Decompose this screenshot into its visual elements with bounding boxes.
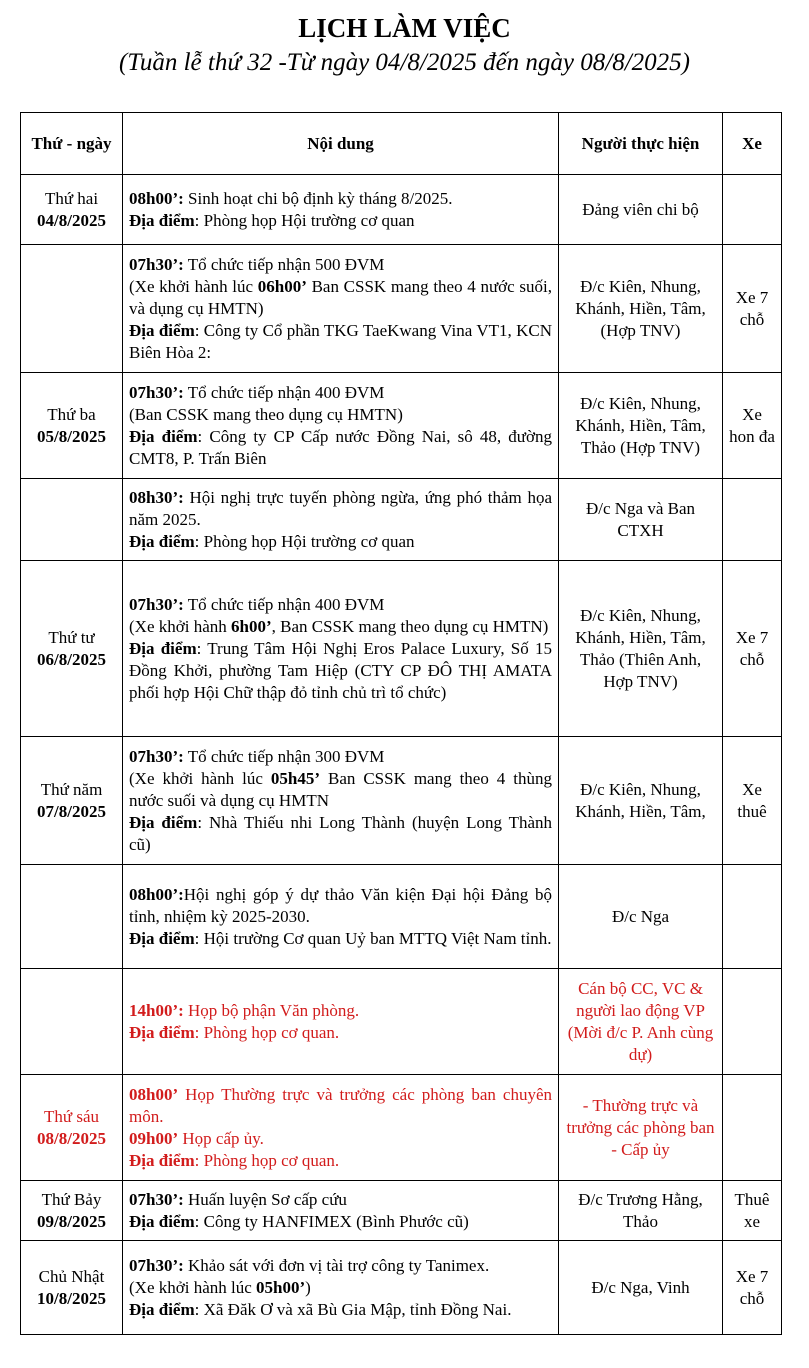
car-cell: Xe 7 chỗ bbox=[723, 561, 782, 737]
person-cell: - Thường trực và trưởng các phòng ban - Cấp ủy bbox=[559, 1075, 723, 1181]
line-text: Ban CSSK mang theo 4 nước suối, và dụng cụ HMTN) bbox=[129, 276, 552, 318]
table-row bbox=[21, 737, 782, 865]
content-line bbox=[129, 928, 552, 950]
line-label: Địa điểm bbox=[129, 812, 198, 832]
line-text: (Ban CSSK mang theo dụng cụ HMTN) bbox=[129, 404, 403, 424]
line-label: Địa điểm bbox=[129, 1211, 195, 1231]
content-line bbox=[129, 487, 552, 531]
table-row bbox=[21, 175, 782, 245]
content-cell bbox=[123, 1181, 559, 1241]
line-label: 05h45’ bbox=[270, 768, 321, 788]
line-label: 07h30’: bbox=[129, 746, 184, 766]
content-cell bbox=[123, 561, 559, 737]
person-cell: Đ/c Trương Hằng, Thảo bbox=[559, 1181, 723, 1241]
line-label: Địa điểm bbox=[129, 1299, 195, 1319]
content-line bbox=[129, 812, 552, 856]
day-date: 05/8/2025 bbox=[37, 426, 106, 446]
person-cell: Đ/c Kiên, Nhung, Khánh, Hiền, Tâm, (Hợp TNV) bbox=[559, 245, 723, 373]
line-text: : Công ty Cổ phần TKG TaeKwang Vina VT1, KCN Biên Hòa 2: bbox=[129, 320, 552, 362]
content-line bbox=[129, 276, 552, 320]
person-cell: Đ/c Kiên, Nhung, Khánh, Hiền, Tâm, bbox=[559, 737, 723, 865]
table-row bbox=[21, 561, 782, 737]
content-line bbox=[129, 746, 552, 768]
car-cell: Xe thuê bbox=[723, 737, 782, 865]
content-cell bbox=[123, 969, 559, 1075]
line-label: Địa điểm bbox=[129, 638, 197, 658]
car-cell: Xe 7 chỗ bbox=[723, 245, 782, 373]
day-date: 07/8/2025 bbox=[37, 801, 106, 821]
header-car: Xe bbox=[723, 113, 782, 175]
content-cell bbox=[123, 479, 559, 561]
car-cell bbox=[723, 969, 782, 1075]
person-cell: Đ/c Nga bbox=[559, 865, 723, 969]
table-row bbox=[21, 969, 782, 1075]
line-text: : Trung Tâm Hội Nghị Eros Palace Luxury, Số 15 Đồng Khởi, phường Tam Hiệp (CTY CP ĐÔ THỊ AMATA phối hợp Hội Chữ thập đỏ tỉnh chủ trì tổ chức) bbox=[129, 638, 552, 702]
header-day: Thứ - ngày bbox=[21, 113, 123, 175]
day-name: Chủ Nhật bbox=[38, 1266, 105, 1286]
car-cell bbox=[723, 175, 782, 245]
content-line bbox=[129, 1022, 552, 1044]
car-cell bbox=[723, 865, 782, 969]
line-label: Địa điểm bbox=[129, 426, 198, 446]
line-label: Địa điểm bbox=[129, 320, 195, 340]
content-line bbox=[129, 1189, 552, 1211]
header-content: Nội dung bbox=[123, 113, 559, 175]
line-label: 07h30’: bbox=[129, 254, 184, 274]
day-cell bbox=[21, 1181, 123, 1241]
person-cell: Đ/c Kiên, Nhung, Khánh, Hiền, Tâm, Thảo (Hợp TNV) bbox=[559, 373, 723, 479]
table-row bbox=[21, 1075, 782, 1181]
line-label: Địa điểm bbox=[129, 1022, 195, 1042]
line-label: Địa điểm bbox=[129, 1150, 195, 1170]
day-cell bbox=[21, 969, 123, 1075]
line-label: 07h30’: bbox=[129, 594, 184, 614]
content-cell bbox=[123, 865, 559, 969]
line-text: Tổ chức tiếp nhận 500 ĐVM bbox=[183, 254, 385, 274]
day-name: Thứ hai bbox=[44, 188, 99, 208]
line-label: 07h30’: bbox=[129, 1255, 184, 1275]
line-label: 08h30’: bbox=[129, 487, 184, 507]
content-line bbox=[129, 188, 552, 210]
line-prefix: (Xe khởi hành bbox=[129, 616, 231, 636]
car-cell: Thuê xe bbox=[723, 1181, 782, 1241]
content-line bbox=[129, 768, 552, 812]
line-text: Tổ chức tiếp nhận 400 ĐVM bbox=[183, 594, 385, 614]
line-text: : Phòng họp cơ quan. bbox=[194, 1022, 340, 1042]
day-date: 04/8/2025 bbox=[37, 210, 106, 230]
day-cell bbox=[21, 373, 123, 479]
content-line bbox=[129, 1150, 552, 1172]
line-text: : Hội trường Cơ quan Uỷ ban MTTQ Việt Nam tỉnh. bbox=[194, 928, 552, 948]
schedule-table bbox=[20, 112, 782, 1335]
table-row bbox=[21, 1241, 782, 1335]
line-label: 05h00’ bbox=[256, 1277, 306, 1297]
line-text: Tổ chức tiếp nhận 300 ĐVM bbox=[183, 746, 385, 766]
table-row bbox=[21, 245, 782, 373]
line-label: 08h00’ bbox=[129, 1084, 179, 1104]
line-prefix: (Xe khởi hành lúc bbox=[129, 768, 271, 788]
page-title: LỊCH LÀM VIỆC bbox=[298, 13, 511, 43]
content-line bbox=[129, 531, 552, 553]
car-cell: Xe hon đa bbox=[723, 373, 782, 479]
line-text: Họp Thường trực và trưởng các phòng ban chuyên môn. bbox=[129, 1084, 552, 1126]
line-label: 08h00’: bbox=[129, 884, 184, 904]
line-label: 6h00’ bbox=[231, 616, 272, 636]
content-cell bbox=[123, 175, 559, 245]
content-line bbox=[129, 210, 552, 232]
line-text: : Nhà Thiếu nhi Long Thành (huyện Long Thành cũ) bbox=[129, 812, 552, 854]
day-cell bbox=[21, 1241, 123, 1335]
car-cell bbox=[723, 479, 782, 561]
day-cell bbox=[21, 865, 123, 969]
line-text: Hội nghị góp ý dự thảo Văn kiện Đại hội Đảng bộ tỉnh, nhiệm kỳ 2025-2030. bbox=[129, 884, 552, 926]
day-date: 09/8/2025 bbox=[37, 1211, 106, 1231]
day-cell bbox=[21, 1075, 123, 1181]
table-row bbox=[21, 479, 782, 561]
line-text: : Phòng họp Hội trường cơ quan bbox=[194, 210, 415, 230]
line-text: ) bbox=[305, 1277, 311, 1297]
line-text: , Ban CSSK mang theo dụng cụ HMTN) bbox=[271, 616, 549, 636]
schedule-body bbox=[21, 175, 782, 1335]
line-prefix: (Xe khởi hành lúc bbox=[129, 276, 258, 296]
line-label: 14h00’: bbox=[129, 1000, 184, 1020]
line-text: Khảo sát với đơn vị tài trợ công ty Tanimex. bbox=[183, 1255, 490, 1275]
line-label: 09h00’ bbox=[129, 1128, 179, 1148]
day-name: Thứ tư bbox=[48, 627, 95, 647]
line-label: 07h30’: bbox=[129, 1189, 184, 1209]
line-label: 06h00’ bbox=[257, 276, 307, 296]
table-row bbox=[21, 1181, 782, 1241]
line-text: Tổ chức tiếp nhận 400 ĐVM bbox=[183, 382, 385, 402]
content-line bbox=[129, 594, 552, 616]
day-name: Thứ Bảy bbox=[41, 1189, 102, 1209]
content-line bbox=[129, 1255, 552, 1277]
content-cell bbox=[123, 1075, 559, 1181]
content-line bbox=[129, 1084, 552, 1128]
content-line bbox=[129, 884, 552, 928]
line-prefix: (Xe khởi hành lúc bbox=[129, 1277, 257, 1297]
day-name: Thứ sáu bbox=[43, 1106, 99, 1126]
day-name: Thứ ba bbox=[47, 404, 96, 424]
line-text: : Công ty HANFIMEX (Bình Phước cũ) bbox=[194, 1211, 469, 1231]
content-cell bbox=[123, 245, 559, 373]
person-cell: Cán bộ CC, VC & người lao động VP (Mời đ/c P. Anh cùng dự) bbox=[559, 969, 723, 1075]
day-name: Thứ năm bbox=[40, 779, 103, 799]
day-cell bbox=[21, 479, 123, 561]
page-subtitle: (Tuần lễ thứ 32 -Từ ngày 04/8/2025 đến ngày 08/8/2025) bbox=[119, 49, 690, 76]
car-cell bbox=[723, 1075, 782, 1181]
table-row bbox=[21, 373, 782, 479]
line-label: Địa điểm bbox=[129, 210, 195, 230]
line-text: Sinh hoạt chi bộ định kỳ tháng 8/2025. bbox=[183, 188, 453, 208]
line-text: : Phòng họp Hội trường cơ quan bbox=[194, 531, 415, 551]
day-cell bbox=[21, 175, 123, 245]
line-text: : Xã Đăk Ơ và xã Bù Gia Mập, tỉnh Đồng Nai. bbox=[194, 1299, 512, 1319]
day-date: 10/8/2025 bbox=[37, 1288, 106, 1308]
content-cell bbox=[123, 1241, 559, 1335]
line-text: : Công ty CP Cấp nước Đồng Nai, sô 48, đường CMT8, P. Trấn Biên bbox=[129, 426, 552, 468]
content-cell bbox=[123, 373, 559, 479]
content-line bbox=[129, 1277, 552, 1299]
line-text: Ban CSSK mang theo 4 thùng nước suối và dụng cụ HMTN bbox=[129, 768, 552, 810]
day-date: 06/8/2025 bbox=[37, 649, 106, 669]
line-text: : Phòng họp cơ quan. bbox=[194, 1150, 340, 1170]
content-line bbox=[129, 1128, 552, 1150]
line-text: Họp cấp ủy. bbox=[178, 1128, 264, 1148]
car-cell: Xe 7 chỗ bbox=[723, 1241, 782, 1335]
day-date: 08/8/2025 bbox=[37, 1128, 106, 1148]
line-label: 08h00’: bbox=[129, 188, 184, 208]
person-cell: Đ/c Nga, Vinh bbox=[559, 1241, 723, 1335]
person-cell: Đ/c Kiên, Nhung, Khánh, Hiền, Tâm, Thảo (Thiên Anh, Hợp TNV) bbox=[559, 561, 723, 737]
content-line bbox=[129, 1211, 552, 1233]
content-cell bbox=[123, 737, 559, 865]
content-line bbox=[129, 616, 552, 638]
content-line bbox=[129, 1299, 552, 1321]
content-line bbox=[129, 426, 552, 470]
content-line bbox=[129, 404, 552, 426]
person-cell: Đ/c Nga và Ban CTXH bbox=[559, 479, 723, 561]
day-cell bbox=[21, 737, 123, 865]
content-line bbox=[129, 254, 552, 276]
line-label: 07h30’: bbox=[129, 382, 184, 402]
content-line bbox=[129, 1000, 552, 1022]
line-text: Hội nghị trực tuyến phòng ngừa, ứng phó thảm họa năm 2025. bbox=[129, 487, 552, 529]
content-line bbox=[129, 382, 552, 404]
person-cell: Đảng viên chi bộ bbox=[559, 175, 723, 245]
table-row bbox=[21, 865, 782, 969]
line-label: Địa điểm bbox=[129, 531, 195, 551]
line-text: Họp bộ phận Văn phòng. bbox=[183, 1000, 360, 1020]
day-cell bbox=[21, 561, 123, 737]
content-line bbox=[129, 320, 552, 364]
day-cell bbox=[21, 245, 123, 373]
line-text: Huấn luyện Sơ cấp cứu bbox=[183, 1189, 347, 1209]
line-label: Địa điểm bbox=[129, 928, 195, 948]
header-person: Người thực hiện bbox=[559, 113, 723, 175]
content-line bbox=[129, 638, 552, 704]
